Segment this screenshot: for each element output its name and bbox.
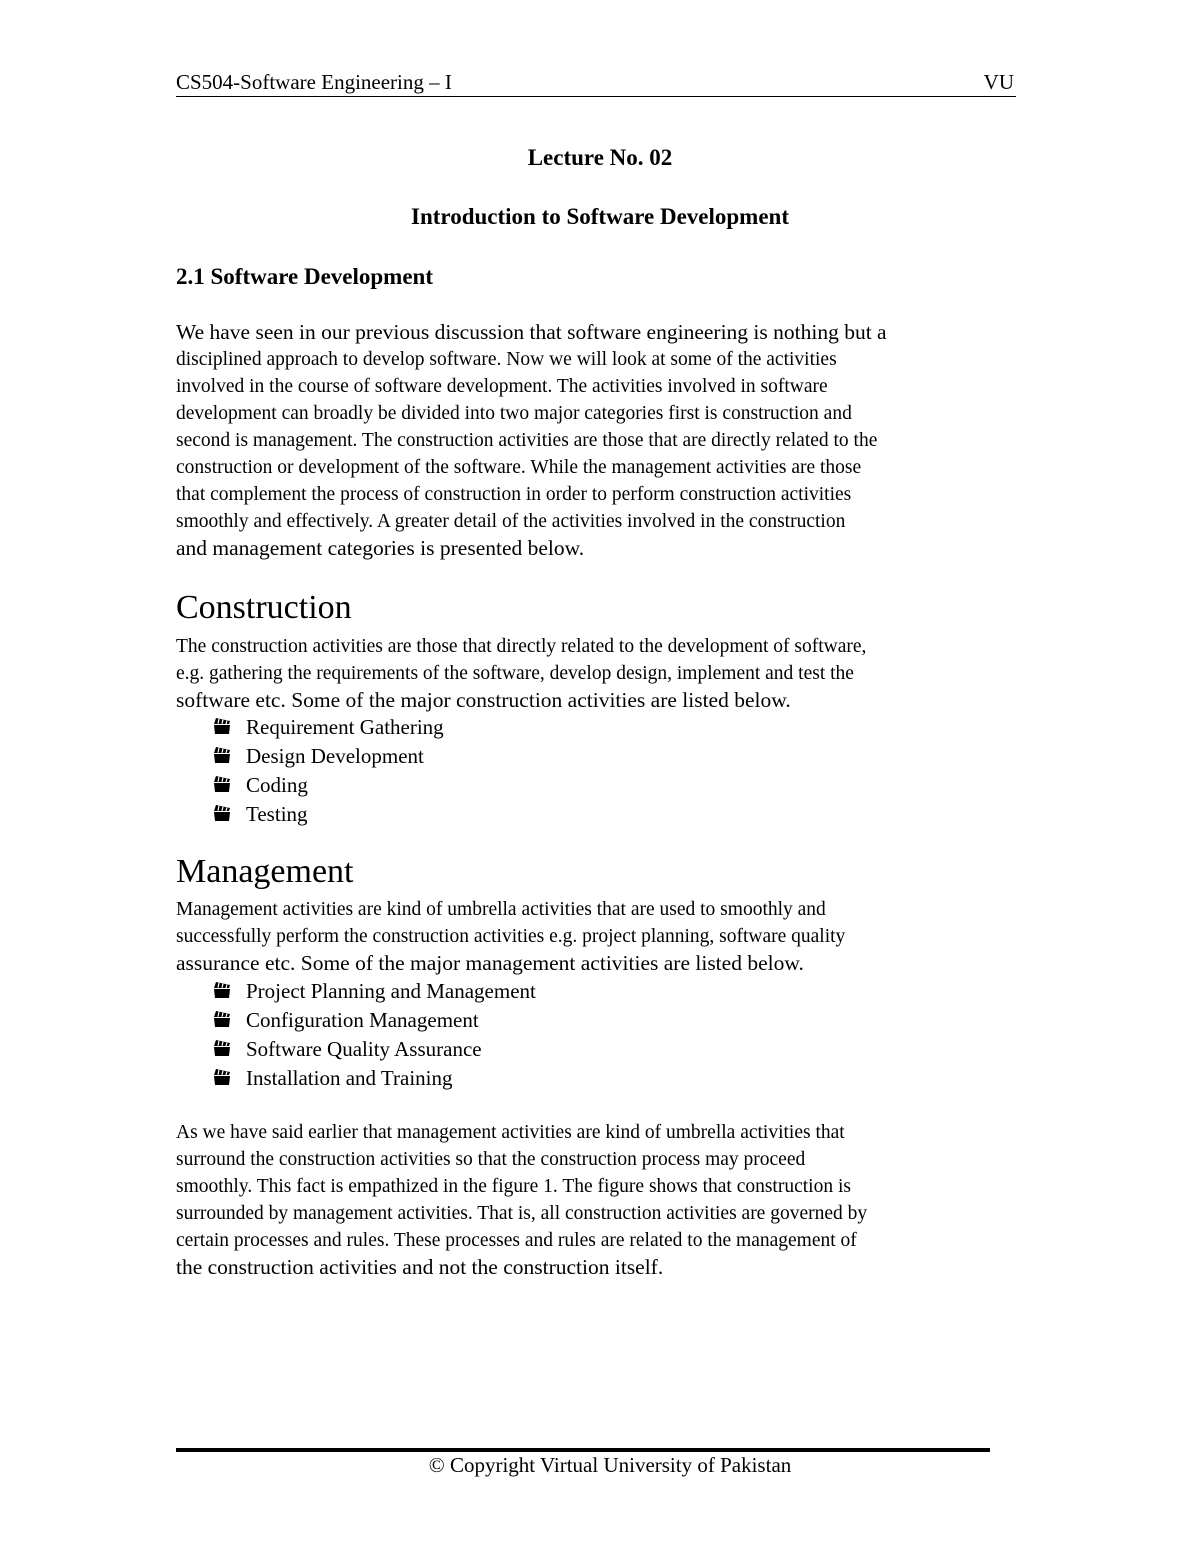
- course-title: CS504-Software Engineering – I: [176, 70, 452, 94]
- text-line: the construction activities and not the construction itself.: [176, 1255, 664, 1279]
- list-item-label: Requirement Gathering: [246, 715, 444, 739]
- text-line: construction or development of the software. While the management activities are those: [176, 457, 862, 478]
- list-item-label: Project Planning and Management: [246, 979, 536, 1003]
- section-heading: 2.1 Software Development: [176, 264, 433, 289]
- list-item-label: Testing: [246, 802, 308, 826]
- text-line: As we have said earlier that management activities are kind of umbrella activities that: [176, 1122, 845, 1143]
- list-item: [212, 742, 444, 771]
- text-line: Management activities are kind of umbrella activities that are used to smoothly and: [176, 899, 826, 920]
- list-item-label: Design Development: [246, 744, 424, 768]
- text-line: smoothly and effectively. A greater detail of the activities involved in the construction: [176, 511, 846, 532]
- text-line: certain processes and rules. These processes and rules are related to the management of: [176, 1230, 857, 1251]
- list-item-label: Coding: [246, 773, 308, 797]
- text-line: The construction activities are those that directly related to the development of software,: [176, 636, 867, 657]
- text-line: that complement the process of construction in order to perform construction activities: [176, 484, 852, 505]
- text-line: smoothly. This fact is empathized in the figure 1. The figure shows that construction is: [176, 1176, 851, 1197]
- clapperboard-icon: [212, 1008, 232, 1028]
- list-item: [212, 800, 444, 829]
- construction-activity-list: [212, 713, 444, 829]
- clapperboard-icon: [212, 773, 232, 793]
- text-line: surrounded by management activities. That is, all construction activities are governed by: [176, 1203, 868, 1224]
- clapperboard-icon: [212, 1037, 232, 1057]
- list-item: [212, 977, 536, 1006]
- list-item: [212, 713, 444, 742]
- clapperboard-icon: [212, 715, 232, 735]
- clapperboard-icon: [212, 1066, 232, 1086]
- intro-paragraph: [176, 319, 976, 562]
- list-item-label: Configuration Management: [246, 1008, 479, 1032]
- text-line: second is management. The construction activities are those that are directly related to the: [176, 430, 878, 451]
- list-item-label: Software Quality Assurance: [246, 1037, 482, 1061]
- footer-divider: [176, 1448, 990, 1452]
- text-line: successfully perform the construction activities e.g. project planning, software quality: [176, 926, 846, 947]
- page-header: [176, 70, 1016, 97]
- list-item: [212, 1064, 536, 1093]
- list-item: [212, 771, 444, 800]
- clapperboard-icon: [212, 744, 232, 764]
- text-line: disciplined approach to develop software. Now we will look at some of the activities: [176, 349, 837, 370]
- text-line: involved in the course of software development. The activities involved in software: [176, 376, 828, 397]
- clapperboard-icon: [212, 979, 232, 999]
- text-line: software etc. Some of the major construction activities are listed below.: [176, 688, 791, 712]
- list-item: [212, 1035, 536, 1064]
- construction-paragraph: [176, 633, 976, 714]
- list-item-label: Installation and Training: [246, 1066, 453, 1090]
- text-line: development can broadly be divided into two major categories first is construction and: [176, 403, 852, 424]
- text-line: surround the construction activities so that the construction process may proceed: [176, 1149, 806, 1170]
- org-name: VU: [983, 70, 1014, 94]
- lecture-number: Lecture No. 02: [527, 145, 673, 170]
- construction-heading: Construction: [176, 589, 352, 626]
- clapperboard-icon: [212, 802, 232, 822]
- text-line: assurance etc. Some of the major management activities are listed below.: [176, 951, 804, 975]
- management-paragraph: [176, 896, 976, 977]
- lecture-subtitle: Introduction to Software Development: [411, 204, 789, 229]
- copyright-footer: © Copyright Virtual University of Pakistan: [428, 1453, 792, 1477]
- text-line: and management categories is presented below.: [176, 536, 585, 560]
- management-heading: Management: [176, 853, 354, 890]
- text-line: We have seen in our previous discussion that software engineering is nothing but a: [176, 320, 887, 344]
- management-activity-list: [212, 977, 536, 1093]
- closing-paragraph: [176, 1119, 976, 1281]
- text-line: e.g. gathering the requirements of the software, develop design, implement and test the: [176, 663, 854, 684]
- list-item: [212, 1006, 536, 1035]
